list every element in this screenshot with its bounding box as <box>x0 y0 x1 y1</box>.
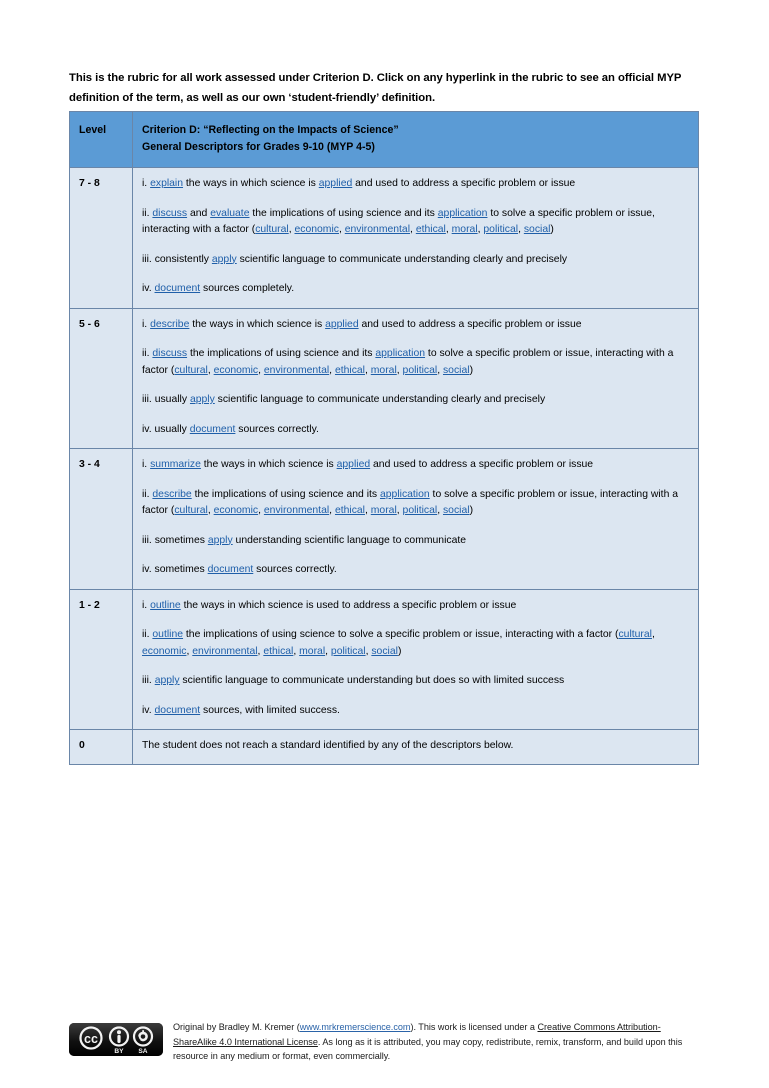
rubric-term-link[interactable]: ethical <box>263 645 294 657</box>
rubric-term-link[interactable]: explain <box>150 178 184 189</box>
descriptor-text: iii. <box>142 675 155 686</box>
cell-level: 7 - 8 <box>70 168 133 309</box>
descriptor-text: the ways in which science is <box>189 318 326 330</box>
descriptor-item <box>142 598 688 615</box>
descriptor-text: the implications of using science and its <box>249 207 438 219</box>
cell-level: 1 - 2 <box>70 589 133 730</box>
descriptor-text: the implications of using science and its <box>191 488 380 500</box>
rubric-term-link[interactable]: document <box>154 704 201 716</box>
descriptor-text: and <box>187 207 211 219</box>
rubric-term-link[interactable]: political <box>402 505 438 516</box>
descriptor-text: iv. sometimes <box>142 564 208 575</box>
cell-descriptors <box>133 308 699 449</box>
rubric-term-link[interactable]: outline <box>150 599 181 611</box>
rubric-term-link[interactable]: social <box>442 505 470 516</box>
descriptor-item <box>142 673 688 690</box>
rubric-term-link[interactable]: ethical <box>334 505 365 516</box>
rubric-term-link[interactable]: applied <box>318 178 353 189</box>
descriptor-item <box>142 176 688 193</box>
descriptor-text: i. <box>142 318 151 330</box>
descriptor-text: , <box>410 224 416 235</box>
descriptor-text: iii. sometimes <box>142 534 208 546</box>
descriptor-text: , <box>293 645 300 657</box>
rubric-term-link[interactable]: document <box>207 564 254 575</box>
descriptor-text: iv. <box>142 704 155 716</box>
rubric-term-link[interactable]: cultural <box>174 364 208 376</box>
badge-by-label: BY <box>114 1048 124 1055</box>
descriptor-item <box>142 627 688 660</box>
descriptor-text: ii. <box>142 207 153 219</box>
descriptor-item <box>142 346 688 379</box>
author-website-link[interactable]: www.mrkremerscience.com <box>299 1022 411 1032</box>
table-row <box>70 449 699 590</box>
descriptor-text: , <box>186 645 193 657</box>
rubric-term-link[interactable]: moral <box>451 224 478 235</box>
rubric-term-link[interactable]: political <box>483 224 519 235</box>
license-link[interactable]: Creative Commons Attribution-ShareAlike 4.0 International License <box>173 1022 661 1047</box>
footer-text-run: ). This work is licensed under a <box>410 1022 538 1032</box>
rubric-term-link[interactable]: summarize <box>150 459 201 470</box>
rubric-term-link[interactable]: describe <box>150 318 190 330</box>
descriptor-text: the ways in which science is <box>200 459 337 470</box>
descriptor-item <box>142 457 688 474</box>
descriptor-item <box>142 533 688 550</box>
footer-text-run: . As long as it is attributed, you may copy, redistribute, remix, transform, and build upon this resource in any medium or format, even commercially. <box>173 1036 683 1062</box>
descriptor-text: , <box>207 505 214 516</box>
rubric-term-link[interactable]: cultural <box>174 505 208 516</box>
descriptor-text: ) <box>397 645 402 657</box>
descriptor-text: , <box>338 224 345 235</box>
descriptor-text: , <box>518 224 524 235</box>
descriptor-text: sources correctly. <box>235 423 319 435</box>
header-criterion-line-2: General Descriptors for Grades 9-10 (MYP 4-5) <box>142 140 375 153</box>
cell-descriptors <box>133 730 699 765</box>
table-row <box>70 589 699 730</box>
rubric-term-link[interactable]: environmental <box>344 224 411 235</box>
rubric-term-link[interactable]: social <box>523 224 551 235</box>
descriptor-text: i. <box>142 178 151 189</box>
rubric-term-link[interactable]: discuss <box>152 207 188 219</box>
descriptor-text: , <box>329 364 335 376</box>
intro-line-1: This is the rubric for all work assessed under Criterion D. Click on any hyperlink in the rubric to see an <box>69 72 615 84</box>
descriptor-text: iii. usually <box>142 394 190 405</box>
rubric-term-link[interactable]: social <box>371 645 398 657</box>
rubric-term-link[interactable]: ethical <box>415 224 446 235</box>
badge-sa-label: SA <box>138 1048 148 1055</box>
descriptor-item <box>142 317 688 334</box>
rubric-term-link[interactable]: applied <box>325 318 359 330</box>
descriptor-text: sources completely. <box>200 283 295 294</box>
rubric-term-link[interactable]: environmental <box>263 505 330 516</box>
rubric-term-link[interactable]: cultural <box>255 224 289 235</box>
descriptor-text: scientific language to communicate understanding clearly and precisely <box>214 394 546 405</box>
descriptor-text: , <box>365 645 372 657</box>
descriptor-text: , <box>477 224 484 235</box>
descriptor-text: the ways in which science is <box>183 178 319 189</box>
table-row <box>70 308 699 449</box>
descriptor-text: The student does not reach a standard identified by any of the descriptors below. <box>142 740 514 751</box>
rubric-table-body <box>70 112 699 765</box>
svg-text:cc: cc <box>84 1032 98 1046</box>
rubric-term-link[interactable]: environmental <box>192 645 258 657</box>
descriptor-text: scientific language to communicate understanding clearly and precisely <box>236 253 568 265</box>
descriptor-text: sources, with limited success. <box>200 704 340 716</box>
descriptor-text: iv. usually <box>142 423 190 435</box>
descriptor-text: to solve a specific problem or issue, interacting with a factor ( <box>142 348 674 376</box>
rubric-table <box>69 111 699 765</box>
cell-descriptors <box>133 168 699 309</box>
descriptor-text: to solve a specific problem or issue, interacting with a factor ( <box>142 207 655 235</box>
descriptor-text: ) <box>550 224 554 235</box>
descriptor-text: ) <box>469 364 474 376</box>
rubric-term-link[interactable]: economic <box>294 224 339 235</box>
table-row <box>70 168 699 309</box>
cell-level: 5 - 6 <box>70 308 133 449</box>
descriptor-text: ) <box>469 505 474 516</box>
descriptor-text: scientific language to communicate understanding but does so with limited success <box>179 675 565 686</box>
header-cell-level: Level <box>70 112 133 168</box>
descriptor-text: i. <box>142 599 151 611</box>
descriptor-text: , <box>258 364 264 376</box>
rubric-header-row <box>70 112 699 168</box>
intro-paragraph <box>69 68 699 108</box>
descriptor-item <box>142 562 688 579</box>
descriptor-text: , <box>325 645 331 657</box>
descriptor-text: and used to address a specific problem or issue <box>358 318 582 330</box>
descriptor-text: to solve a specific problem or issue, interacting with a factor ( <box>142 488 679 516</box>
rubric-term-link[interactable]: economic <box>213 505 259 516</box>
rubric-term-link[interactable]: political <box>330 645 366 657</box>
cell-level: 0 <box>70 730 133 765</box>
descriptor-text: , <box>288 224 295 235</box>
descriptor-text: the implications of using science and its <box>187 348 376 359</box>
descriptor-item <box>142 703 688 720</box>
descriptor-text: ii. <box>142 629 153 640</box>
creative-commons-badge-icon <box>69 1023 163 1056</box>
descriptor-text: ii. <box>142 488 153 500</box>
descriptor-item <box>142 206 688 239</box>
descriptor-text: , <box>329 505 335 516</box>
rubric-term-link[interactable]: apply <box>189 394 215 405</box>
descriptor-item <box>142 487 688 520</box>
descriptor-text: i. <box>142 459 151 470</box>
rubric-term-link[interactable]: moral <box>370 364 397 376</box>
rubric-term-link[interactable]: moral <box>299 645 326 657</box>
descriptor-text: and used to address a specific problem or issue <box>370 459 594 470</box>
rubric-term-link[interactable]: moral <box>370 505 397 516</box>
descriptor-text: , <box>396 505 403 516</box>
rubric-term-link[interactable]: document <box>189 423 236 435</box>
descriptor-item <box>142 252 688 269</box>
rubric-term-link[interactable]: outline <box>152 629 184 640</box>
cell-descriptors <box>133 449 699 590</box>
cell-level: 3 - 4 <box>70 449 133 590</box>
descriptor-text: , <box>445 224 452 235</box>
rubric-term-link[interactable]: apply <box>211 253 237 265</box>
descriptor-text: iii. consistently <box>142 253 212 265</box>
cell-descriptors <box>133 589 699 730</box>
rubric-term-link[interactable]: economic <box>142 645 187 657</box>
header-cell-criterion <box>133 112 699 168</box>
intro-line-2: official MYP definition of the term, as well as our own ‘student-friendly’ definition. <box>69 72 682 104</box>
footer-attribution-text <box>173 1020 696 1064</box>
table-row <box>70 730 699 765</box>
rubric-term-link[interactable]: applied <box>336 459 371 470</box>
header-criterion-line-1: Criterion D: “Reflecting on the Impacts of Science” <box>142 124 399 136</box>
descriptor-text: , <box>257 645 264 657</box>
rubric-term-link[interactable]: document <box>154 283 201 294</box>
rubric-term-link[interactable]: discuss <box>152 348 188 359</box>
descriptor-text: , <box>365 505 371 516</box>
rubric-term-link[interactable]: cultural <box>618 629 652 640</box>
descriptor-text: the implications of using science to solve a specific problem or issue, interacting with a factor ( <box>183 629 619 640</box>
rubric-term-link[interactable]: evaluate <box>210 207 250 219</box>
descriptor-text: , <box>396 364 403 376</box>
rubric-term-link[interactable]: political <box>402 364 438 376</box>
descriptor-text: , <box>207 364 214 376</box>
descriptor-text: , <box>258 505 264 516</box>
rubric-term-link[interactable]: social <box>442 364 470 376</box>
descriptor-text: , <box>365 364 371 376</box>
rubric-term-link[interactable]: describe <box>152 488 192 500</box>
descriptor-text: , <box>651 629 655 640</box>
descriptor-text: , <box>437 505 443 516</box>
descriptor-item <box>142 281 688 298</box>
rubric-term-link[interactable]: environmental <box>263 364 330 376</box>
descriptor-text: the ways in which science is used to address a specific problem or issue <box>180 599 517 611</box>
descriptor-text: understanding scientific language to communicate <box>232 534 467 546</box>
descriptor-text: and used to address a specific problem or issue <box>352 178 576 189</box>
descriptor-text: ii. <box>142 348 153 359</box>
descriptor-text: iv. <box>142 283 155 294</box>
rubric-term-link[interactable]: ethical <box>334 364 365 376</box>
rubric-term-link[interactable]: apply <box>207 534 233 546</box>
descriptor-item <box>142 422 688 439</box>
rubric-term-link[interactable]: application <box>379 488 430 500</box>
descriptor-text: sources correctly. <box>253 564 337 575</box>
rubric-term-link[interactable]: application <box>437 207 488 219</box>
descriptor-text: , <box>437 364 443 376</box>
rubric-term-link[interactable]: apply <box>154 675 180 686</box>
footer-text-run: Original by Bradley M. Kremer ( <box>173 1022 300 1032</box>
rubric-term-link[interactable]: application <box>375 348 426 359</box>
descriptor-item <box>142 392 688 409</box>
rubric-term-link[interactable]: economic <box>213 364 259 376</box>
descriptor-item <box>142 738 688 755</box>
